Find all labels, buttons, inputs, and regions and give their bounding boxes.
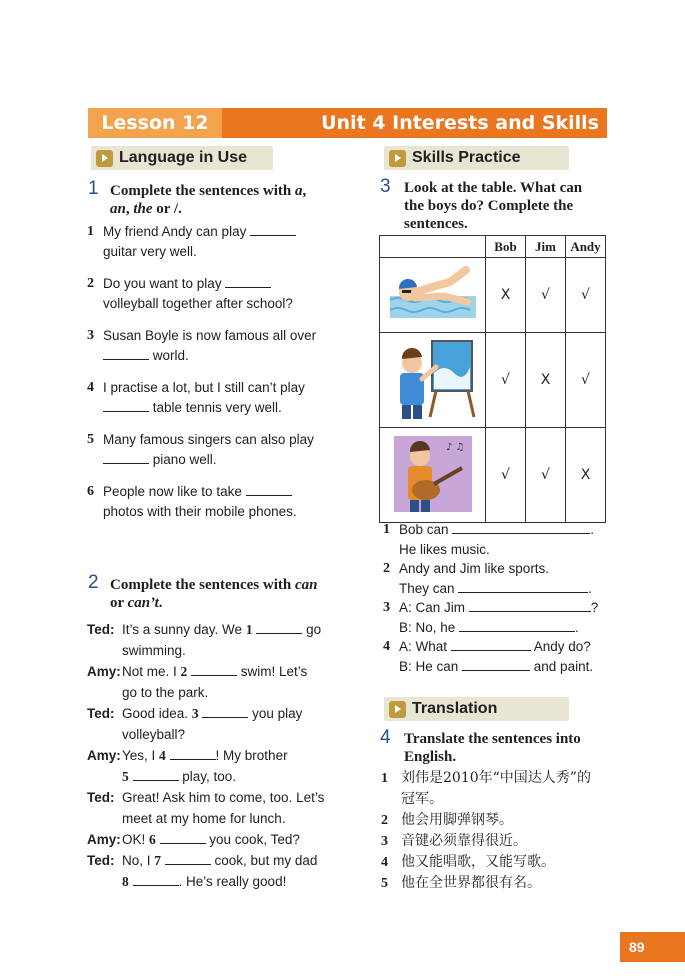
question-number: 3 bbox=[380, 176, 391, 197]
guitar-illustration bbox=[380, 428, 486, 523]
unit-title: Unit 4 Interests and Skills bbox=[321, 112, 599, 134]
table-cell: X bbox=[486, 258, 526, 333]
answer-blank[interactable] bbox=[165, 851, 211, 865]
answer-blank[interactable] bbox=[103, 346, 149, 360]
translation-item: 4 他又能唱歌，又能写歌。 bbox=[381, 854, 555, 870]
answer-blank[interactable] bbox=[246, 482, 292, 496]
section-title: Skills Practice bbox=[412, 149, 521, 166]
table-row bbox=[380, 333, 606, 428]
column-header: Andy bbox=[566, 236, 606, 258]
question-number: 4 bbox=[380, 727, 391, 748]
question-number: 2 bbox=[88, 572, 99, 593]
dialogue-line: Amy: Yes, I 4 ! My brother 5 play, too. bbox=[87, 748, 288, 784]
answer-blank[interactable] bbox=[458, 579, 588, 593]
section-language-in-use bbox=[91, 146, 273, 170]
section-title: Language in Use bbox=[119, 149, 248, 166]
dialogue-line: Ted: It’s a sunny day. We 1 go swimming. bbox=[87, 622, 322, 658]
question-number: 1 bbox=[88, 178, 99, 199]
play-icon bbox=[389, 701, 406, 718]
answer-blank[interactable] bbox=[462, 657, 530, 671]
answer-blank[interactable] bbox=[250, 222, 296, 236]
table-cell: X bbox=[526, 333, 566, 428]
table-cell: √ bbox=[566, 333, 606, 428]
section-translation bbox=[384, 697, 569, 721]
answer-blank[interactable] bbox=[191, 662, 237, 676]
translation-item: 3 音键必须靠得很近。 bbox=[381, 833, 527, 849]
table-cell: √ bbox=[526, 428, 566, 523]
dialogue-line: Ted: No, I 7 cook, but my dad 8 . He’s really good! bbox=[87, 853, 318, 889]
translation-list bbox=[381, 768, 621, 894]
q3-sentence: 4 A: What Andy do? B: He can and paint. bbox=[383, 639, 594, 674]
table-cell: √ bbox=[486, 428, 526, 523]
table-cell: √ bbox=[486, 333, 526, 428]
q1-item: 1 My friend Andy can play guitar very well. bbox=[87, 222, 357, 262]
translation-item: 5 他在全世界都很有名。 bbox=[381, 875, 541, 891]
answer-blank[interactable] bbox=[256, 620, 302, 634]
section-title: Translation bbox=[412, 700, 498, 717]
svg-text:♪ ♫: ♪ ♫ bbox=[446, 442, 465, 453]
question-4-instruction: Translate the sentences into English. bbox=[404, 731, 581, 765]
q1-item: 3 Susan Boyle is now famous all over world. bbox=[87, 328, 317, 363]
translation-item: 2 他会用脚弹钢琴。 bbox=[381, 812, 513, 828]
table-row bbox=[380, 258, 606, 333]
dialogue-line: Amy: OK! 6 you cook, Ted? bbox=[87, 832, 300, 847]
translation-item: 1 刘伟是2010年“中国达人秀”的 冠军。 bbox=[381, 770, 591, 807]
answer-blank[interactable] bbox=[103, 398, 149, 412]
play-icon bbox=[96, 150, 113, 167]
table-row bbox=[380, 428, 606, 523]
column-header: Jim bbox=[526, 236, 566, 258]
column-header: Bob bbox=[486, 236, 526, 258]
answer-blank[interactable] bbox=[452, 520, 590, 534]
swimming-illustration bbox=[380, 258, 486, 333]
page-number: 89 bbox=[620, 932, 685, 962]
table-cell: X bbox=[566, 428, 606, 523]
skills-table bbox=[379, 235, 606, 523]
section-skills-practice bbox=[384, 146, 569, 170]
question-3-instruction: Look at the table. What can the boys do? Complete the sentences. bbox=[404, 180, 583, 232]
play-icon bbox=[389, 150, 406, 167]
question-2-instruction: Complete the sentences with can or can’t. bbox=[110, 577, 318, 611]
q3-sentence: 2 Andy and Jim like sports. They can . bbox=[383, 561, 593, 596]
answer-blank[interactable] bbox=[225, 274, 271, 288]
lesson-title: Lesson 12 bbox=[88, 108, 222, 138]
answer-blank[interactable] bbox=[170, 746, 216, 760]
table-cell: √ bbox=[526, 258, 566, 333]
answer-blank[interactable] bbox=[133, 767, 179, 781]
answer-blank[interactable] bbox=[469, 598, 591, 612]
q3-sentence: 3 A: Can Jim ? B: No, he . bbox=[383, 600, 599, 635]
lesson-header-bar bbox=[88, 108, 607, 138]
dialogue-line: Ted: Great! Ask him to come, too. Let’s meet at my home for lunch. bbox=[87, 790, 325, 826]
answer-blank[interactable] bbox=[103, 450, 149, 464]
painting-illustration bbox=[380, 333, 486, 428]
answer-blank[interactable] bbox=[160, 830, 206, 844]
dialogue-line: Ted: Good idea. 3 you play volleyball? bbox=[87, 706, 303, 742]
dialogue-line: Amy: Not me. I 2 swim! Let’s go to the park. bbox=[87, 664, 308, 700]
q1-item: 2 Do you want to play volleyball together after school? bbox=[87, 276, 293, 311]
q1-item: 6 People now like to take photos with their mobile phones. bbox=[87, 484, 297, 519]
answer-blank[interactable] bbox=[451, 637, 531, 651]
answer-blank[interactable] bbox=[133, 872, 179, 886]
q1-item: 4 I practise a lot, but I still can’t play table tennis very well. bbox=[87, 380, 305, 415]
answer-blank[interactable] bbox=[459, 618, 575, 632]
q3-sentence: 1 Bob can . He likes music. bbox=[383, 522, 595, 557]
q1-item: 5 Many famous singers can also play piano well. bbox=[87, 432, 314, 467]
answer-blank[interactable] bbox=[202, 704, 248, 718]
table-corner bbox=[380, 236, 486, 258]
question-1-instruction: Complete the sentences with a, an, the or /. bbox=[110, 183, 307, 217]
table-cell: √ bbox=[566, 258, 606, 333]
